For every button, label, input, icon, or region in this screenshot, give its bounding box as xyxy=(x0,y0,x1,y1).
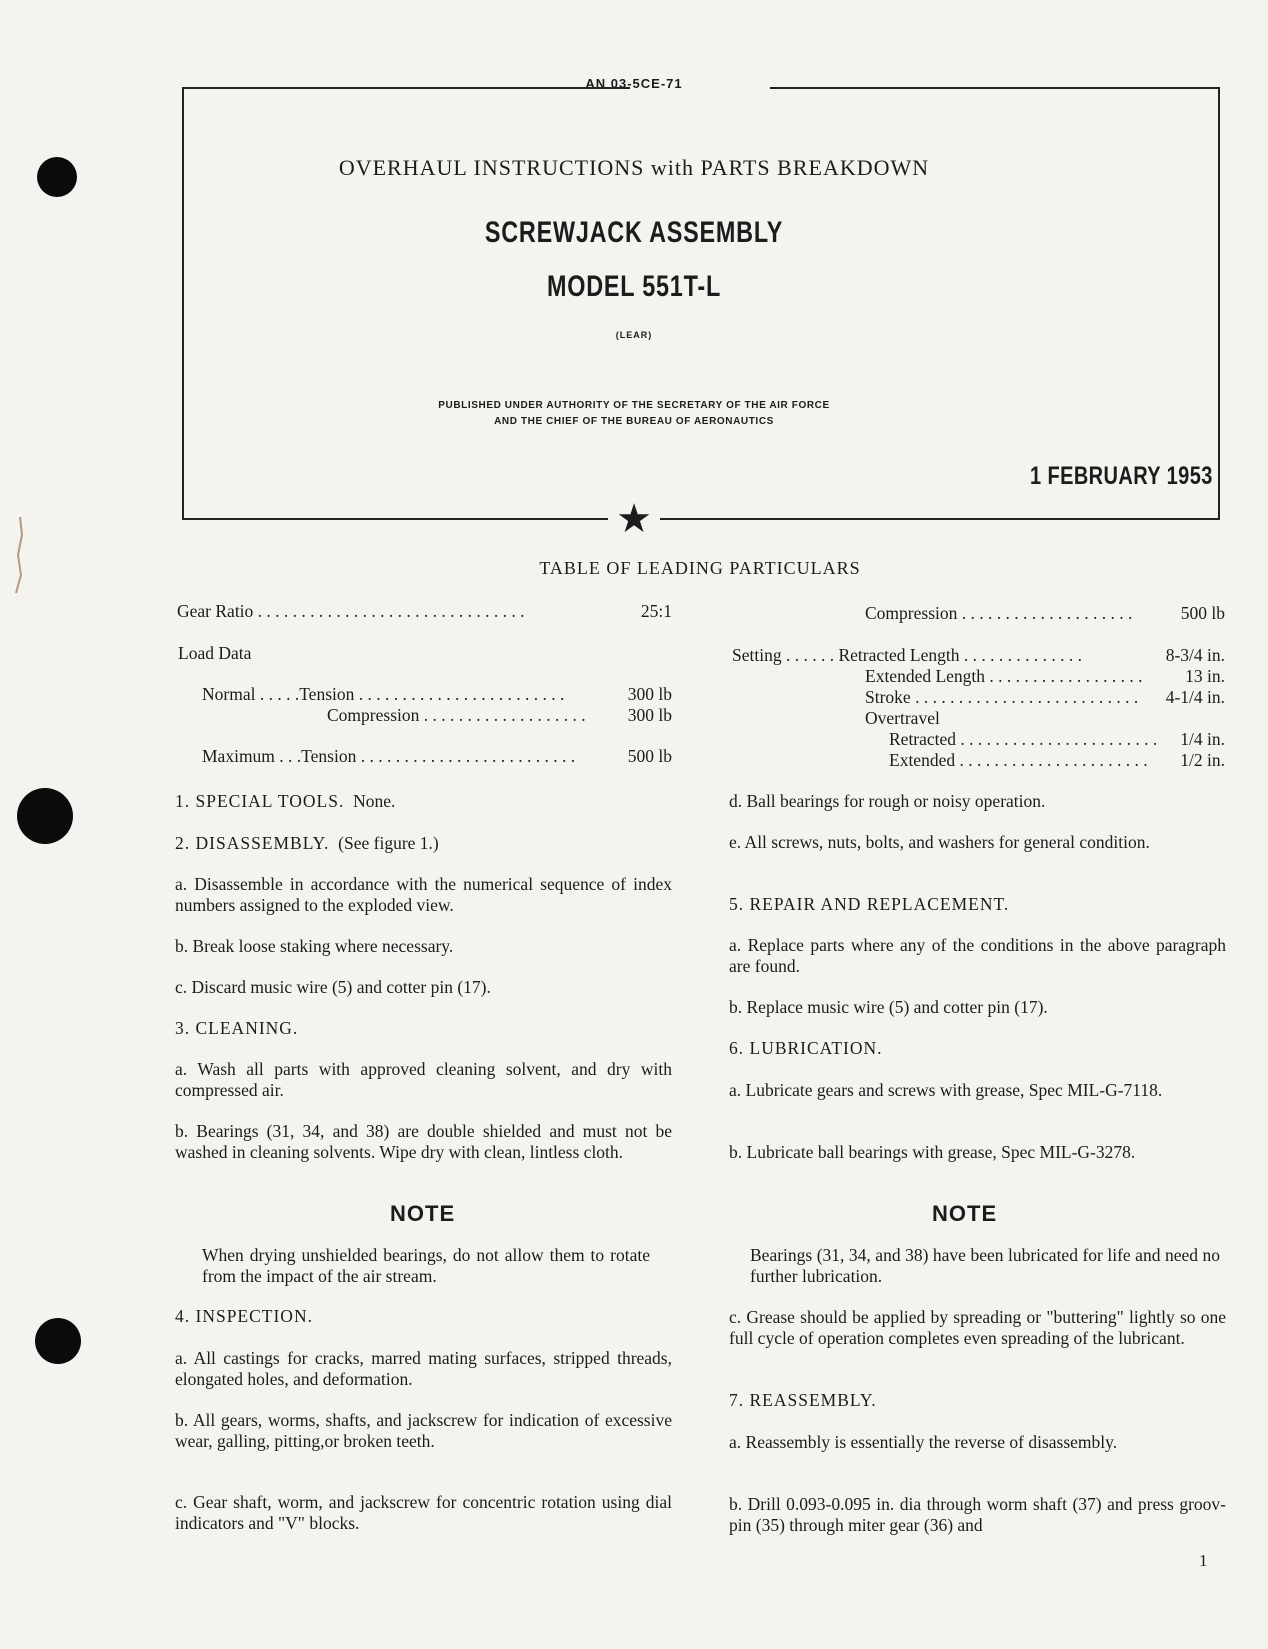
disassembly-step-a: a. Disassemble in accordance with the numerical sequence of index numbers assigned to the exploded view. xyxy=(175,874,672,915)
setting-label: Setting xyxy=(732,645,782,665)
retracted-length-value: 8-3/4 in. xyxy=(1165,645,1225,665)
stroke-row: Stroke . . . . . . . . . . . . . . . . . . . . . . . . . . xyxy=(865,687,1139,707)
left-note-text: When drying unshielded bearings, do not allow them to rotate from the impact of the air stream. xyxy=(202,1245,650,1286)
title-frame-top-left xyxy=(182,87,630,89)
gear-ratio-row: Gear Ratio . . . . . . . . . . . . . . . . . . . . . . . . . . . . . . . xyxy=(177,601,525,621)
overhaul-heading: OVERHAUL INSTRUCTIONS with PARTS BREAKDOWN xyxy=(338,155,930,180)
overtravel-retracted-value: 1/4 in. xyxy=(1180,729,1225,749)
punch-hole-middle xyxy=(17,788,73,844)
max-tension-value: 500 lb xyxy=(627,746,672,766)
left-note-heading: NOTE xyxy=(390,1201,456,1226)
lubrication-heading: 6. LUBRICATION. xyxy=(729,1038,883,1058)
retracted-length-row: Setting . . . . . . Retracted Length . . . . . . . . . . . . . . xyxy=(732,645,1082,665)
lubrication-step-a: a. Lubricate gears and screws with grease, Spec MIL-G-7118. xyxy=(729,1080,1163,1100)
retracted-label: Retracted xyxy=(889,729,957,749)
max-compression-value: 500 lb xyxy=(1180,603,1225,623)
star-divider xyxy=(0,497,1268,541)
reassembly-heading: 7. REASSEMBLY. xyxy=(729,1390,877,1410)
cleaning-heading: 3. CLEANING. xyxy=(175,1018,299,1038)
retracted-length-label: Retracted Length xyxy=(838,645,960,665)
star-icon: ★ xyxy=(608,497,660,541)
repair-step-b: b. Replace music wire (5) and cotter pin (17). xyxy=(729,997,1048,1017)
overtravel-extended-value: 1/2 in. xyxy=(1180,750,1225,770)
publication-date: 1 FEBRUARY 1953 xyxy=(1030,462,1213,490)
inspection-step-c: c. Gear shaft, worm, and jackscrew for concentric rotation using dial indicators and "V" blocks. xyxy=(175,1492,672,1533)
inspection-step-d: d. Ball bearings for rough or noisy operation. xyxy=(729,791,1046,811)
gear-ratio-label: Gear Ratio xyxy=(177,601,254,621)
punch-hole-bottom xyxy=(35,1318,81,1364)
extended-length-value: 13 in. xyxy=(1185,666,1225,686)
normal-label: Normal xyxy=(202,684,256,704)
particulars-title: TABLE OF LEADING PARTICULARS xyxy=(539,558,861,578)
product-title: SCREWJACK ASSEMBLY xyxy=(484,216,784,249)
max-tension-row: Maximum . . .Tension . . . . . . . . . . . . . . . . . . . . . . . . . xyxy=(202,746,576,766)
inspection-step-b: b. All gears, worms, shafts, and jackscrew for indication of excessive wear, galling, pitting,or broken teeth. xyxy=(175,1410,672,1451)
extended-length-label: Extended Length xyxy=(865,666,986,686)
disassembly-step-c: c. Discard music wire (5) and cotter pin (17). xyxy=(175,977,491,997)
lubrication-step-b: b. Lubricate ball bearings with grease, Spec MIL-G-3278. xyxy=(729,1142,1136,1162)
stroke-value: 4-1/4 in. xyxy=(1165,687,1225,707)
max-compression-label: Compression xyxy=(865,603,958,623)
published-line-2: AND THE CHIEF OF THE BUREAU OF AERONAUTICS xyxy=(494,416,774,427)
extended-label: Extended xyxy=(889,750,956,770)
inspection-step-e: e. All screws, nuts, bolts, and washers for general condition. xyxy=(729,832,1150,852)
reassembly-step-b: b. Drill 0.093-0.095 in. dia through worm shaft (37) and press groov-pin (35) through miter gear (36) and xyxy=(729,1494,1226,1535)
model-title: MODEL 551T-L xyxy=(546,270,722,303)
page-number: 1 xyxy=(1199,1551,1208,1570)
gear-ratio-value: 25:1 xyxy=(640,601,672,621)
load-data-label: Load Data xyxy=(178,643,252,663)
inspection-step-a: a. All castings for cracks, marred mating surfaces, stripped threads, elongated holes, and deformation. xyxy=(175,1348,672,1389)
right-note-heading: NOTE xyxy=(932,1201,998,1226)
title-frame-top-right xyxy=(770,87,1220,89)
reassembly-step-a: a. Reassembly is essentially the reverse of disassembly. xyxy=(729,1432,1118,1452)
stroke-label: Stroke xyxy=(865,687,911,707)
max-tension-label: Tension xyxy=(301,746,357,766)
overtravel-extended-row: Extended . . . . . . . . . . . . . . . . . . . . . . xyxy=(889,750,1148,770)
normal-tension-row: Normal . . . . .Tension . . . . . . . . . . . . . . . . . . . . . . . . xyxy=(202,684,565,704)
repair-heading: 5. REPAIR AND REPLACEMENT. xyxy=(729,894,1010,914)
section-disassembly xyxy=(175,833,675,854)
lubrication-step-c: c. Grease should be applied by spreading or "buttering" lightly so one full cycle of operation completes even spreading of the lubricant. xyxy=(729,1307,1226,1348)
normal-tension-value: 300 lb xyxy=(627,684,672,704)
cleaning-step-b: b. Bearings (31, 34, and 38) are double shielded and must not be washed in cleaning solvents. Wipe dry with clean, lintless cloth. xyxy=(175,1121,672,1162)
max-compression-row: Compression . . . . . . . . . . . . . . . . . . . . xyxy=(865,603,1133,623)
repair-step-a: a. Replace parts where any of the conditions in the above paragraph are found. xyxy=(729,935,1226,976)
compression-label: Compression xyxy=(327,705,420,725)
extended-length-row: Extended Length . . . . . . . . . . . . . . . . . . xyxy=(865,666,1143,686)
special-tools-heading: 1. SPECIAL TOOLS. xyxy=(175,791,345,811)
tension-label: Tension xyxy=(299,684,355,704)
normal-compression-row: Compression . . . . . . . . . . . . . . . . . . . xyxy=(327,705,586,725)
overtravel-retracted-row: Retracted . . . . . . . . . . . . . . . . . . . . . . . xyxy=(889,729,1158,749)
special-tools-text: None. xyxy=(353,791,396,811)
disassembly-heading: 2. DISASSEMBLY. xyxy=(175,833,330,853)
overtravel-label: Overtravel xyxy=(865,708,940,728)
normal-compression-value: 300 lb xyxy=(627,705,672,725)
inspection-heading: 4. INSPECTION. xyxy=(175,1306,313,1326)
manufacturer-label: (LEAR) xyxy=(615,330,653,340)
cleaning-step-a: a. Wash all parts with approved cleaning solvent, and dry with compressed air. xyxy=(175,1059,672,1100)
maximum-label: Maximum xyxy=(202,746,275,766)
published-line-1: PUBLISHED UNDER AUTHORITY OF THE SECRETARY OF THE AIR FORCE xyxy=(438,400,830,411)
disassembly-step-b: b. Break loose staking where necessary. xyxy=(175,936,454,956)
document-number: AN 03-5CE-71 xyxy=(585,76,683,91)
section-special-tools xyxy=(175,791,675,812)
disassembly-figure-ref: (See figure 1.) xyxy=(338,833,439,853)
right-note-text: Bearings (31, 34, and 38) have been lubricated for life and need no further lubrication. xyxy=(750,1245,1220,1286)
